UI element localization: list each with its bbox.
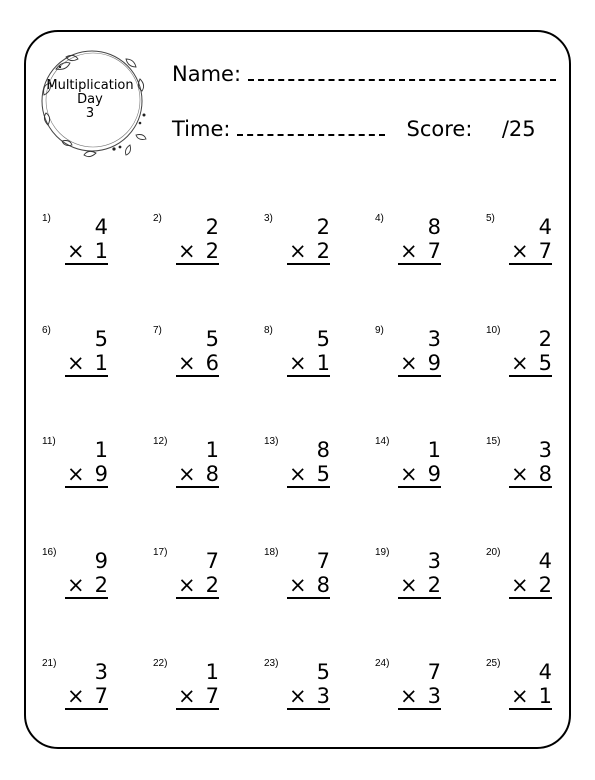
times-sign: × [289,351,307,375]
problem-number: 9) [375,325,384,336]
problem-2 [153,213,253,283]
multiplier-line [509,684,552,710]
problem-12 [153,436,253,506]
problem-5 [486,213,586,283]
multiplier-line [398,239,441,265]
multiplier-line [398,684,441,710]
problem-number: 11) [42,436,56,447]
multiplier-line [65,462,108,488]
times-sign: × [511,351,529,375]
problem-22 [153,658,253,728]
multiplier: 9 [94,462,108,486]
multiplicand: 2 [316,215,330,239]
multiplier: 3 [427,684,441,708]
multiplier: 2 [205,573,219,597]
problem-20 [486,547,586,617]
multiplicand: 5 [316,327,330,351]
multiplier-line [176,351,219,377]
problem-8 [264,325,364,395]
times-sign: × [67,684,85,708]
multiplicand: 1 [205,438,219,462]
problem-number: 12) [153,436,168,447]
problem-19 [375,547,475,617]
multiplicand: 1 [205,660,219,684]
multiplier-line [509,351,552,377]
problem-16 [42,547,142,617]
problem-number: 4) [375,213,384,224]
badge-day-number: 3 [85,106,95,121]
multiplier-line [176,462,219,488]
times-sign: × [511,573,529,597]
multiplicand: 4 [538,660,552,684]
times-sign: × [400,684,418,708]
multiplicand: 3 [94,660,108,684]
multiplier-line [287,573,330,599]
multiplicand: 5 [94,327,108,351]
multiplier-line [65,684,108,710]
problem-number: 18) [264,547,279,558]
multiplier: 8 [205,462,219,486]
problem-number: 25) [486,658,501,669]
multiplier: 1 [94,351,108,375]
multiplicand: 7 [205,549,219,573]
multiplier-line [287,462,330,488]
problem-21 [42,658,142,728]
multiplier: 2 [427,573,441,597]
times-sign: × [511,462,529,486]
times-sign: × [67,573,85,597]
multiplier-line [509,239,552,265]
multiplicand: 5 [205,327,219,351]
times-sign: × [289,462,307,486]
problem-number: 22) [153,658,168,669]
problem-10 [486,325,586,395]
times-sign: × [400,351,418,375]
title-badge [36,45,156,165]
multiplicand: 3 [538,438,552,462]
multiplicand: 9 [94,549,108,573]
multiplicand: 1 [94,438,108,462]
times-sign: × [178,239,196,263]
multiplier-line [398,573,441,599]
problem-number: 6) [42,325,51,336]
multiplier: 9 [427,462,441,486]
problem-number: 20) [486,547,501,558]
multiplicand: 4 [538,215,552,239]
problem-15 [486,436,586,506]
problem-number: 14) [375,436,390,447]
times-sign: × [178,573,196,597]
problem-number: 16) [42,547,57,558]
multiplicand: 8 [427,215,441,239]
multiplicand: 4 [538,549,552,573]
time-label: Time: [172,117,231,141]
multiplier: 7 [538,239,552,263]
multiplier-line [287,684,330,710]
problem-7 [153,325,253,395]
multiplier: 1 [94,239,108,263]
problem-24 [375,658,475,728]
problem-6 [42,325,142,395]
multiplier-line [509,462,552,488]
problem-number: 10) [486,325,501,336]
problem-number: 19) [375,547,390,558]
times-sign: × [511,239,529,263]
problem-number: 17) [153,547,168,558]
score-label: Score: [406,117,473,141]
multiplier-line [398,462,441,488]
problem-17 [153,547,253,617]
problem-25 [486,658,586,728]
problem-number: 8) [264,325,273,336]
problem-23 [264,658,364,728]
multiplier-line [65,573,108,599]
name-field[interactable] [248,79,556,81]
times-sign: × [511,684,529,708]
multiplier: 7 [94,684,108,708]
multiplicand: 3 [427,327,441,351]
multiplicand: 2 [205,215,219,239]
problem-3 [264,213,364,283]
multiplicand: 4 [94,215,108,239]
multiplicand: 5 [316,660,330,684]
times-sign: × [400,239,418,263]
problem-11 [42,436,142,506]
multiplier: 2 [205,239,219,263]
multiplier: 3 [316,684,330,708]
multiplicand: 8 [316,438,330,462]
badge-title: Multiplication [46,78,134,93]
problem-9 [375,325,475,395]
multiplier: 9 [427,351,441,375]
problem-number: 23) [264,658,279,669]
multiplier-line [287,351,330,377]
multiplier: 1 [538,684,552,708]
problem-number: 7) [153,325,162,336]
name-label: Name: [172,62,242,86]
times-sign: × [289,684,307,708]
multiplier-line [176,239,219,265]
multiplier: 8 [316,573,330,597]
multiplier-line [65,351,108,377]
times-sign: × [400,573,418,597]
multiplier: 2 [94,573,108,597]
problem-number: 1) [42,213,51,224]
multiplier: 6 [205,351,219,375]
times-sign: × [178,684,196,708]
problem-number: 3) [264,213,273,224]
problem-number: 21) [42,658,57,669]
multiplicand: 1 [427,438,441,462]
times-sign: × [67,351,85,375]
problem-number: 5) [486,213,495,224]
times-sign: × [67,239,85,263]
multiplicand: 3 [427,549,441,573]
problem-13 [264,436,364,506]
times-sign: × [289,239,307,263]
time-field[interactable] [237,134,385,136]
badge-day-label: Day [77,92,103,107]
problem-1 [42,213,142,283]
multiplier: 1 [316,351,330,375]
problem-number: 13) [264,436,279,447]
multiplier: 5 [316,462,330,486]
times-sign: × [67,462,85,486]
multiplier-line [287,239,330,265]
multiplier-line [398,351,441,377]
multiplicand: 2 [538,327,552,351]
multiplicand: 7 [316,549,330,573]
multiplier: 2 [316,239,330,263]
problem-number: 15) [486,436,501,447]
problem-14 [375,436,475,506]
multiplier: 2 [538,573,552,597]
multiplier-line [176,573,219,599]
times-sign: × [178,462,196,486]
multiplier-line [65,239,108,265]
multiplier: 7 [427,239,441,263]
score-total: /25 [501,117,536,141]
multiplicand: 7 [427,660,441,684]
times-sign: × [178,351,196,375]
problem-18 [264,547,364,617]
times-sign: × [400,462,418,486]
multiplier-line [176,684,219,710]
multiplier: 8 [538,462,552,486]
multiplier: 5 [538,351,552,375]
problem-number: 2) [153,213,162,224]
multiplier: 7 [205,684,219,708]
problem-number: 24) [375,658,390,669]
problem-4 [375,213,475,283]
multiplier-line [509,573,552,599]
times-sign: × [289,573,307,597]
